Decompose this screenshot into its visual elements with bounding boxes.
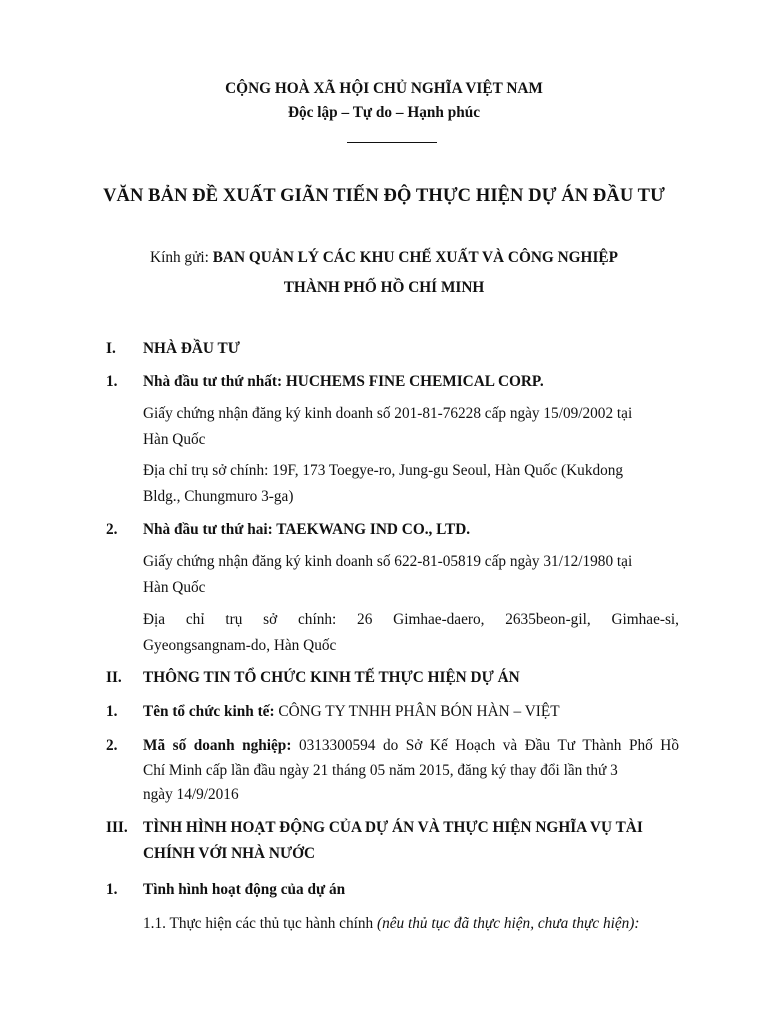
org-name-number: 1.: [106, 703, 118, 720]
section-1-number: I.: [106, 340, 116, 357]
org-name-line: [143, 703, 679, 721]
investor-1-label: Nhà đầu tư thứ nhất: HUCHEMS FINE CHEMICAL CORP.: [143, 373, 544, 390]
investor-1-cert-line-2: Hàn Quốc: [143, 431, 206, 448]
section-1-heading: NHÀ ĐẦU TƯ: [143, 340, 240, 357]
business-code-line-3: ngày 14/9/2016: [143, 786, 239, 803]
admin-procedures-note: (nêu thủ tục đã thực hiện, chưa thực hiện):: [377, 915, 640, 932]
recipient-line-2: THÀNH PHỐ HỒ CHÍ MINH: [283, 279, 485, 296]
business-code-line-2: Chí Minh cấp lần đầu ngày 21 tháng 05 năm 2015, đăng ký thay đổi lần thứ 3: [143, 762, 618, 779]
recipient-name-1: BAN QUẢN LÝ CÁC KHU CHẾ XUẤT VÀ CÔNG NGHIỆP: [212, 249, 618, 266]
investor-1-addr-line-1: Địa chỉ trụ sở chính: 19F, 173 Toegye-ro, Jung-gu Seoul, Hàn Quốc (Kukdong: [143, 462, 624, 479]
section-3-number: III.: [106, 819, 128, 836]
section-2-number: II.: [106, 669, 122, 686]
investor-2-cert-line-1: Giấy chứng nhận đăng ký kinh doanh số 622-81-05819 cấp ngày 31/12/1980 tại: [143, 553, 633, 570]
business-code-value-1: 0313300594 do Sở Kế Hoạch và Đầu Tư Thành Phố Hồ: [298, 737, 680, 754]
section-2-heading: THÔNG TIN TỔ CHỨC KINH TẾ THỰC HIỆN DỰ ÁN: [143, 669, 520, 686]
investor-2-addr-line-2: Gyeongsangnam-do, Hàn Quốc: [143, 637, 337, 654]
investor-1-cert-line-1: Giấy chứng nhận đăng ký kinh doanh số 201-81-76228 cấp ngày 15/09/2002 tại: [143, 405, 633, 422]
admin-procedures-line: [143, 915, 679, 933]
recipient-prefix: Kính gửi:: [150, 249, 213, 266]
investor-2-number: 2.: [106, 521, 118, 538]
org-name-value: CÔNG TY TNHH PHÂN BÓN HÀN – VIỆT: [278, 703, 560, 720]
business-code-line-1: [143, 737, 679, 755]
section-3-heading-line-1: TÌNH HÌNH HOẠT ĐỘNG CỦA DỰ ÁN VÀ THỰC HIỆN NGHĨA VỤ TÀI: [143, 819, 643, 836]
admin-procedures-text: 1.1. Thực hiện các thủ tục hành chính: [143, 915, 377, 932]
investor-2-cert-line-2: Hàn Quốc: [143, 579, 206, 596]
investor-2-addr-line-1: Địa chỉ trụ sở chính: 26 Gimhae-daero, 2635beon-gil, Gimhae-si,: [143, 611, 679, 628]
activity-label: Tình hình hoạt động của dự án: [143, 881, 346, 898]
investor-1-number: 1.: [106, 373, 118, 390]
business-code-label: Mã số doanh nghiệp:: [143, 737, 299, 754]
national-motto: Độc lập – Tự do – Hạnh phúc: [287, 104, 481, 121]
header-divider: [347, 142, 437, 143]
national-header: CỘNG HOÀ XÃ HỘI CHỦ NGHĨA VIỆT NAM: [225, 80, 543, 97]
org-name-label: Tên tổ chức kinh tế:: [143, 703, 279, 720]
investor-2-label: Nhà đầu tư thứ hai: TAEKWANG IND CO., LTD.: [143, 521, 471, 538]
activity-number: 1.: [106, 881, 118, 898]
business-code-number: 2.: [106, 737, 118, 754]
section-3-heading-line-2: CHÍNH VỚI NHÀ NƯỚC: [143, 845, 316, 862]
investor-1-addr-line-2: Bldg., Chungmuro 3-ga): [143, 488, 294, 505]
document-title: VĂN BẢN ĐỀ XUẤT GIÃN TIẾN ĐỘ THỰC HIỆN DỰ ÁN ĐẦU TƯ: [103, 186, 665, 206]
recipient-line-1: [0, 249, 768, 267]
